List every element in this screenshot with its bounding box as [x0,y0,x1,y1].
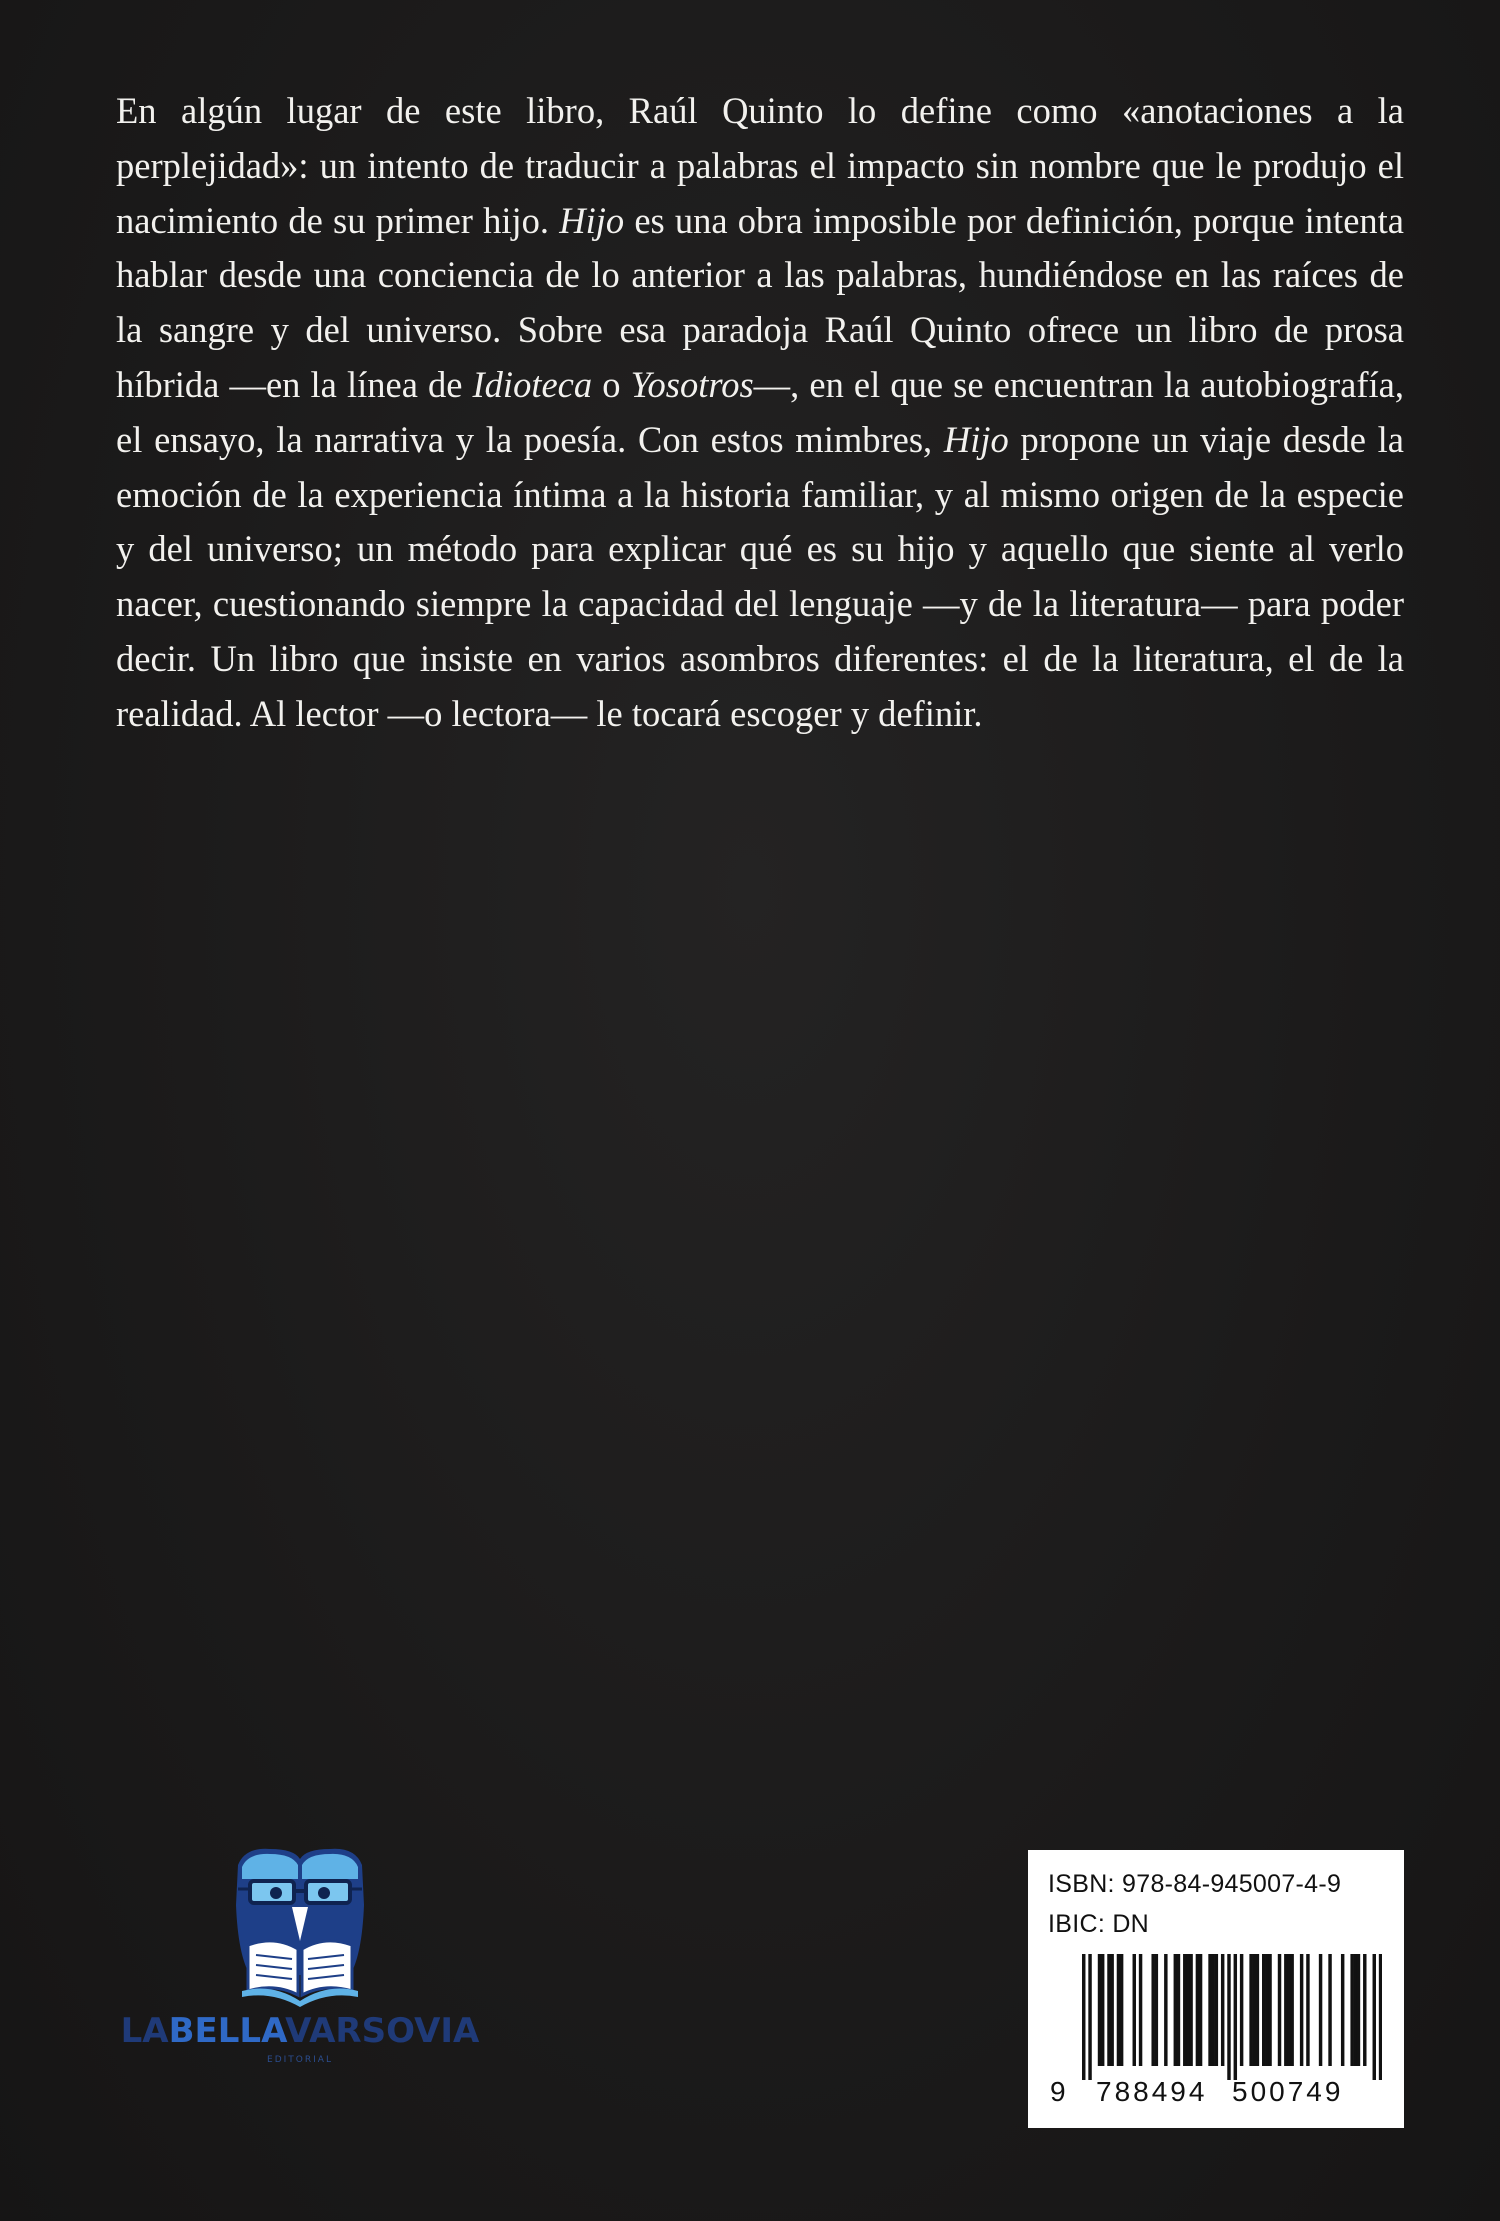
publisher-name [110,2011,490,2051]
barcode-bar [1174,1954,1177,2066]
publisher-subtitle: EDITORIAL [267,2055,333,2065]
ibic-value: DN [1112,1910,1150,1938]
barcode-bar [1268,1954,1271,2066]
blurb-text [116,84,1404,742]
blurb-paragraph [116,84,1404,742]
barcode [1082,1954,1382,2080]
barcode-bar [1183,1954,1186,2066]
barcode-bar [1139,1954,1142,2066]
barcode-bar [1287,1954,1290,2066]
blurb-segment: es una obra imposible por definición, porque intenta hablar desde una conciencia de lo anterior a las palabras, hundiéndose en las raíces de la sangre y del universo. Sobre esa paradoja Raúl Quinto ofrece un libro de prosa híbrida —en la línea de [116,199,1404,405]
barcode-bar [1265,1954,1268,2066]
barcode-first-digit: 9 [1050,2076,1066,2107]
barcode-bar [1155,1954,1158,2066]
owl-book-icon [110,1845,490,2015]
barcode-bar [1221,1954,1224,2066]
barcode-bar [1189,1954,1192,2066]
barcode-left-digits: 788494 [1096,2076,1208,2107]
blurb-segment: —, en el que se encuentran la autobiografía, el ensayo, la narrativa y la poesía. Con estos mimbres, [116,363,1404,460]
barcode-bar [1379,1954,1382,2080]
barcode-bar [1208,1954,1211,2066]
blurb-italic-title: Idioteca [472,363,593,405]
barcode-bar [1373,1954,1376,2080]
barcode-bar [1341,1954,1344,2066]
barcode-bar [1227,1954,1230,2080]
barcode-bar [1088,1954,1091,2080]
blurb-segment: En algún lugar de este libro, Raúl Quinto lo define como «anotaciones a la perplejidad»: un intento de traducir a palabras el impacto sin nombre que le produjo el nacimiento de su primer hijo. [116,90,1404,241]
isbn-box [1028,1850,1404,2128]
publisher-logo [110,1845,490,2065]
barcode-bar [1249,1954,1252,2066]
blurb-segment: propone un viaje desde la emoción de la experiencia íntima a la historia familiar, y al mismo origen de la especie y del universo; un método para explicar qué es su hijo y aquello que siente al verlo nacer, cuestionando siempre la capacidad del lenguaje —y de la literatura— para poder decir. Un libro que insiste en varios asombros diferentes: el de la literatura, el de la realidad. Al lector —o lectora— le tocará escoger y definir. [116,418,1404,734]
barcode-bar [1278,1954,1281,2066]
barcode-bar [1234,1954,1237,2080]
barcode-bar [1199,1954,1202,2066]
barcode-bar [1354,1954,1357,2066]
isbn-line [1048,1870,1341,1899]
barcode-bar [1306,1954,1309,2066]
isbn-label: ISBN: [1048,1870,1115,1898]
barcode-bar [1177,1954,1180,2066]
isbn-value: 978-84-945007-4-9 [1122,1870,1342,1898]
publisher-name-part3: VARSOVIA [285,2011,480,2051]
publisher-name-part1: LA [120,2011,169,2051]
barcode-bar [1101,1954,1104,2066]
barcode-bar [1256,1954,1259,2066]
barcode-bar [1240,1954,1243,2066]
barcode-bar [1117,1954,1120,2066]
barcode-bar [1350,1954,1353,2066]
barcode-bar [1133,1954,1136,2066]
barcode-bar [1196,1954,1199,2066]
barcode-bar [1164,1954,1167,2066]
barcode-bar [1300,1954,1303,2066]
barcode-bar [1082,1954,1085,2080]
barcode-bar [1328,1954,1331,2066]
barcode-bar [1120,1954,1123,2066]
barcode-bar [1319,1954,1322,2066]
barcode-bar [1211,1954,1214,2066]
barcode-bar [1253,1954,1256,2066]
blurb-segment: o [592,363,631,405]
barcode-bar [1098,1954,1101,2066]
barcode-bar [1110,1954,1113,2066]
barcode-bar [1284,1954,1287,2066]
barcode-bar [1357,1954,1360,2066]
barcode-right-digits: 500749 [1232,2076,1344,2107]
publisher-name-part2: BELLA [168,2011,286,2051]
ibic-label: IBIC: [1048,1910,1106,1938]
barcode-bar [1151,1954,1154,2066]
barcode-bar [1215,1954,1218,2066]
barcode-bar [1107,1954,1110,2066]
barcode-bar [1262,1954,1265,2066]
barcode-bar [1363,1954,1366,2066]
ibic-line [1048,1910,1149,1939]
barcode-bar [1290,1954,1293,2066]
barcode-bar [1186,1954,1189,2066]
blurb-italic-title: Yosotros [630,363,754,405]
blurb-italic-title: Hijo [559,199,625,241]
blurb-italic-title: Hijo [943,418,1009,460]
